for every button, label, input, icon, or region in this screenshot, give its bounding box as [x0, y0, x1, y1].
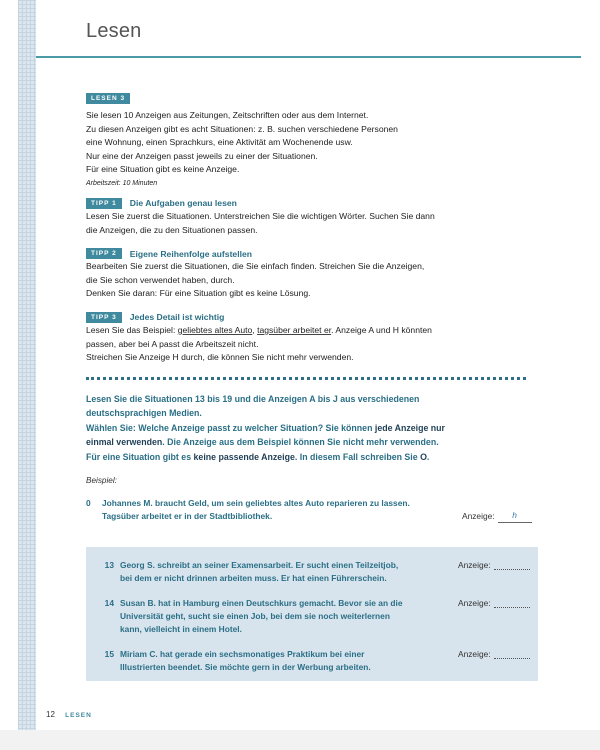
- tip-line: die Anzeigen, die zu den Situationen passen.: [86, 224, 258, 235]
- situation-line: Universität geht, sucht sie einen Job, bei dem sie noch weiterlernen: [120, 611, 390, 621]
- tip-3: [86, 312, 546, 365]
- instruction-text: . In diesem Fall schreiben Sie: [294, 451, 421, 462]
- page-title: Lesen: [86, 20, 142, 42]
- dotted-divider: [86, 377, 526, 380]
- instruction-line: [86, 450, 546, 465]
- tip-line: passen, aber bei A passt die Arbeitszeit nicht.: [86, 338, 259, 349]
- tip-tag: TIPP 2: [86, 248, 122, 259]
- situation-line: Illustrierten beendet. Sie möchte gern in der Werbung arbeiten.: [120, 662, 371, 672]
- instruction-line: deutschsprachigen Medien.: [86, 408, 202, 419]
- tip-title: Jedes Detail ist wichtig: [129, 312, 225, 323]
- tip-text: ,: [252, 324, 258, 335]
- instruction-emphasis: einmal verwenden: [86, 437, 163, 448]
- section-tag: LESEN 3: [86, 93, 130, 104]
- tip-line: die Sie schon verwendet haben, durch.: [86, 274, 235, 285]
- situation-line: Miriam C. hat gerade ein sechsmonatiges Praktikum bei einer: [120, 649, 365, 659]
- tip-title: Die Aufgaben genau lesen: [129, 198, 237, 209]
- example-label: Beispiel:: [86, 476, 117, 486]
- answer-label: Anzeige:: [458, 560, 491, 570]
- situation-answer[interactable]: [458, 559, 530, 585]
- instruction-emphasis: O: [420, 451, 427, 462]
- situation-item: [86, 597, 538, 636]
- intro-line: Zu diesen Anzeigen gibt es acht Situationen: z. B. suchen verschiedene Personen: [86, 123, 398, 134]
- answer-label: Anzeige:: [458, 598, 491, 608]
- situation-answer[interactable]: [458, 597, 530, 636]
- situation-line: Susan B. hat in Hamburg einen Deutschkurs gemacht. Bevor sie an die: [120, 598, 403, 608]
- situation-item: [86, 648, 538, 674]
- instruction-text: . Die Anzeige aus dem Beispiel können Sie nicht mehr verwenden.: [162, 437, 439, 448]
- example-line: Johannes M. braucht Geld, um sein geliebtes altes Auto reparieren zu lassen.: [102, 498, 410, 509]
- situation-text: [120, 559, 458, 585]
- tip-line: Denken Sie daran: Für eine Situation gibt es keine Lösung.: [86, 288, 311, 299]
- task-instruction: [86, 392, 546, 465]
- example-text: [102, 497, 462, 523]
- instruction-line: [86, 421, 546, 436]
- tip-text: Lesen Sie das Beispiel:: [86, 324, 178, 335]
- answer-label: Anzeige:: [458, 649, 491, 659]
- tip-title: Eigene Reihenfolge aufstellen: [129, 248, 253, 259]
- situation-item: [86, 559, 538, 585]
- example-line: Tagsüber arbeitet er in der Stadtbibliothek.: [102, 511, 273, 522]
- example-answer: [462, 497, 541, 523]
- situations-box: [86, 547, 538, 681]
- situation-text: [120, 597, 458, 636]
- answer-field: h: [498, 509, 532, 523]
- page-number: 12: [46, 710, 55, 719]
- answer-blank[interactable]: [494, 648, 530, 659]
- tip-text: . Anzeige A und H könnten: [331, 324, 432, 335]
- underlined-phrase: tagsüber arbeitet er: [257, 324, 332, 335]
- situation-number: 15: [104, 649, 114, 659]
- situation-number: 14: [104, 598, 114, 608]
- header-divider: [36, 56, 581, 58]
- tip-line: Streichen Sie Anzeige H durch, die können Sie nicht mehr verwenden.: [86, 352, 354, 363]
- instruction-text: .: [426, 451, 430, 462]
- situation-line: kann, vielleicht in einem Hotel.: [120, 624, 242, 634]
- intro-line: Für eine Situation gibt es keine Anzeige.: [86, 164, 240, 175]
- answer-blank[interactable]: [494, 559, 530, 570]
- situation-answer[interactable]: [458, 648, 530, 674]
- intro-line: Sie lesen 10 Anzeigen aus Zeitungen, Zeitschriften oder aus dem Internet.: [86, 110, 369, 120]
- intro-line: Nur eine der Anzeigen passt jeweils zu einer der Situationen.: [86, 150, 318, 161]
- situation-number: 13: [104, 560, 114, 570]
- tip-line: Bearbeiten Sie zuerst die Situationen, die Sie einfach finden. Streichen Sie die Anzeigen,: [86, 261, 425, 272]
- footer-bar: [0, 730, 600, 750]
- instruction-emphasis: keine passende Anzeige: [193, 451, 295, 462]
- instruction-line: [86, 435, 546, 450]
- tip-tag: TIPP 1: [86, 198, 122, 209]
- footer-label: LESEN: [65, 712, 92, 719]
- section-intro: [86, 109, 546, 177]
- tip-line: [86, 324, 546, 338]
- situation-line: Georg S. schreibt an seiner Examensarbeit. Er sucht einen Teilzeitjob,: [120, 560, 399, 570]
- tip-2: [86, 248, 546, 301]
- tip-line: Lesen Sie zuerst die Situationen. Unterstreichen Sie die wichtigen Wörter. Suchen Sie dann: [86, 210, 435, 221]
- answer-label: Anzeige:: [462, 511, 495, 522]
- instruction-emphasis: jede Anzeige nur: [374, 422, 445, 433]
- situation-text: [120, 648, 458, 674]
- tip-1: [86, 198, 546, 237]
- page-footer: [46, 710, 92, 719]
- instruction-line: Lesen Sie die Situationen 13 bis 19 und die Anzeigen A bis J aus verschiedenen: [86, 393, 420, 404]
- underlined-phrase: geliebtes altes Auto: [177, 324, 253, 335]
- instruction-text: Für eine Situation gibt es: [86, 451, 194, 462]
- situation-line: bei dem er nicht drinnen arbeiten muss. Er hat einen Führerschein.: [120, 573, 387, 583]
- side-grid-strip: [18, 0, 36, 750]
- main-content: [86, 87, 546, 523]
- answer-blank[interactable]: [494, 597, 530, 608]
- example-item: [86, 497, 541, 523]
- intro-line: eine Wohnung, einen Sprachkurs, eine Aktivität am Wochenende usw.: [86, 137, 353, 148]
- example-number: 0: [86, 498, 91, 509]
- working-time: Arbeitszeit: 10 Minuten: [86, 179, 158, 187]
- instruction-text: Wählen Sie: Welche Anzeige passt zu welcher Situation? Sie können: [86, 422, 375, 433]
- tip-tag: TIPP 3: [86, 312, 122, 323]
